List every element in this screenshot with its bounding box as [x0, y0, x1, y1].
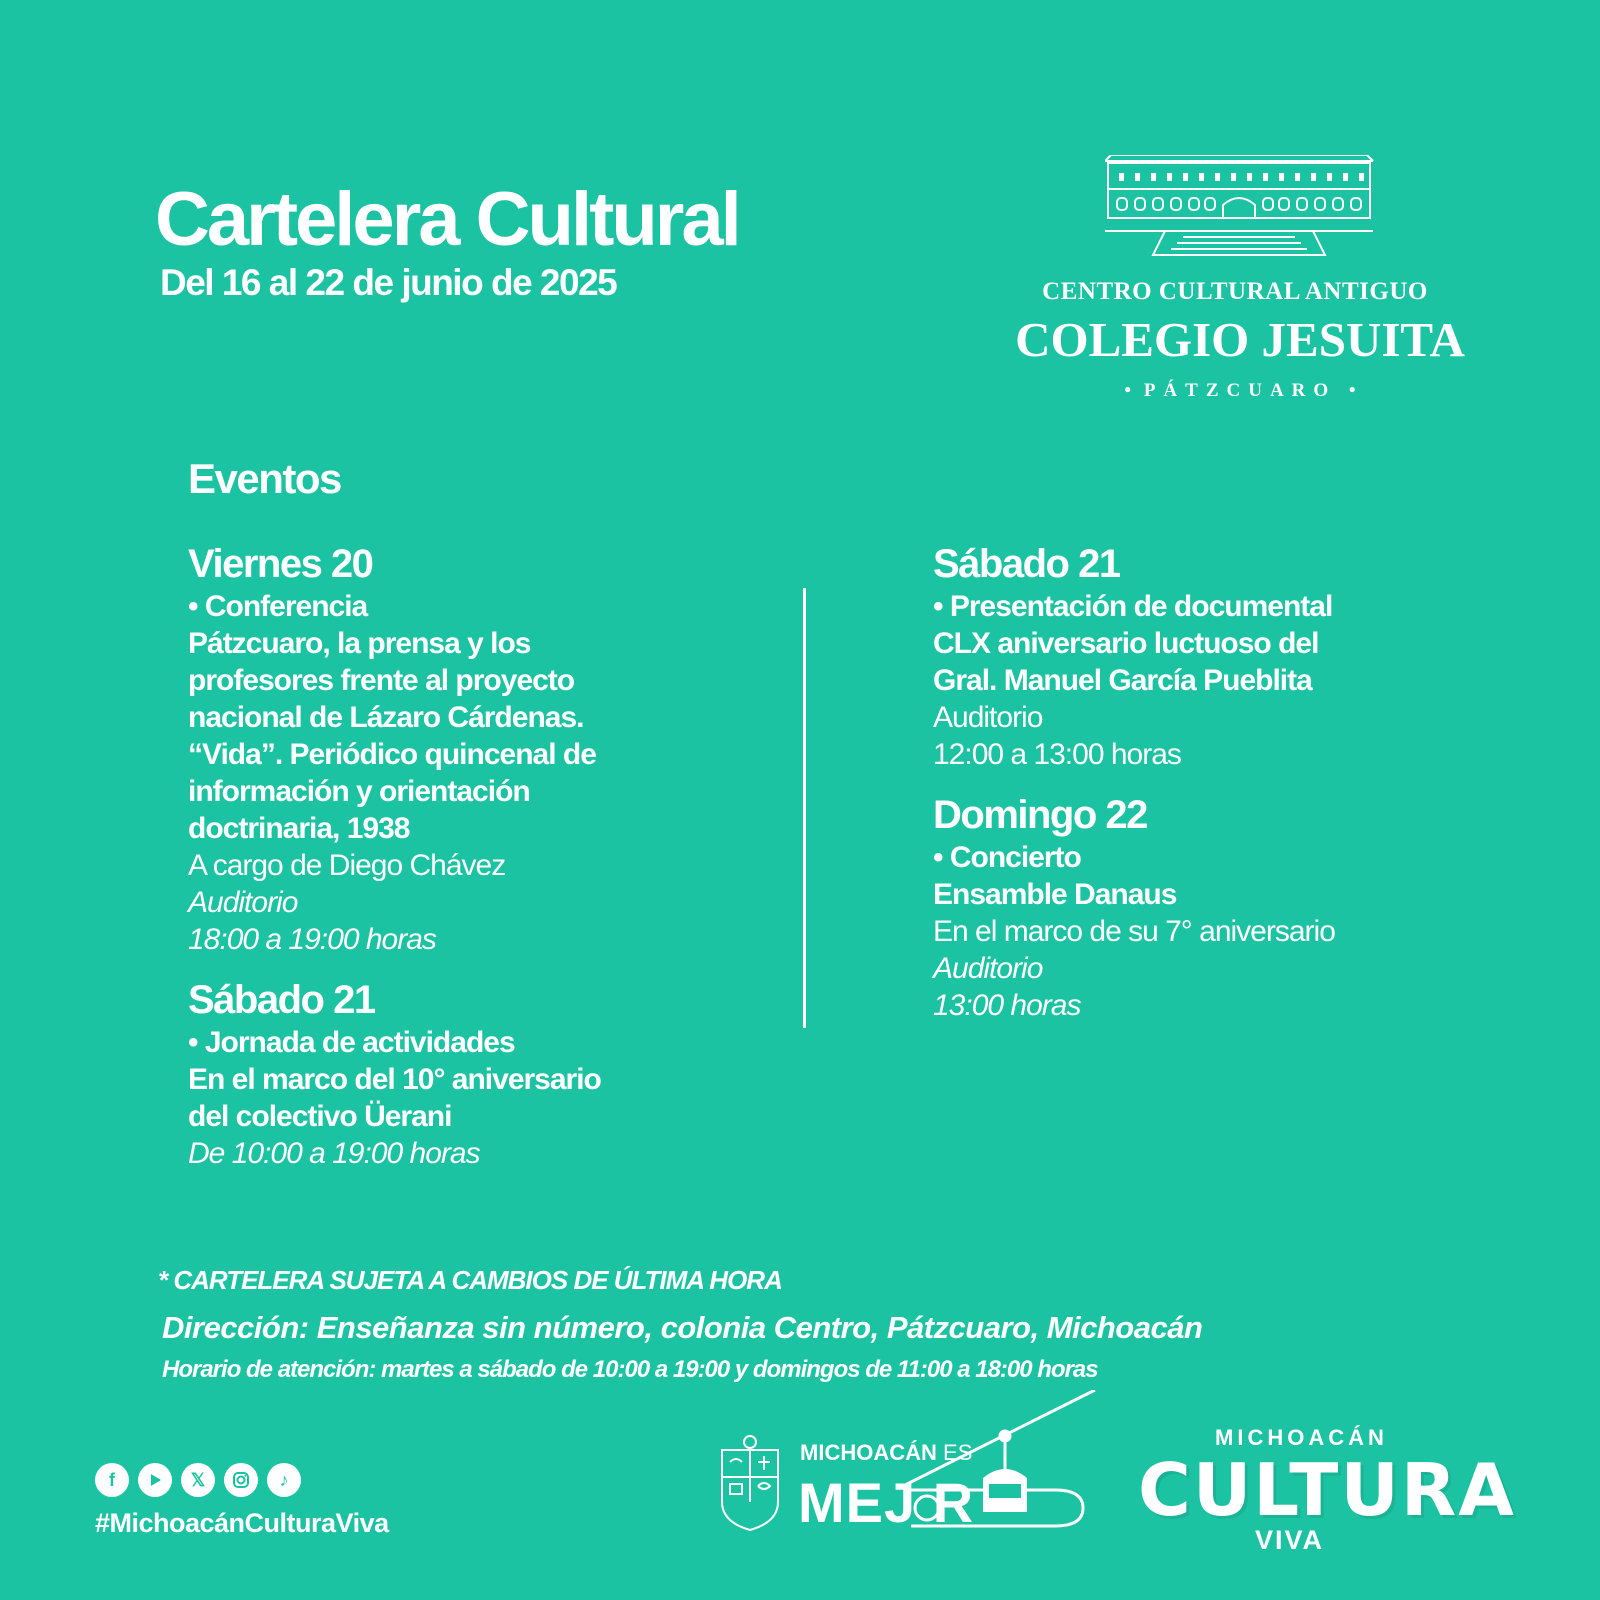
- hashtag: #MichoacánCulturaViva: [95, 1508, 389, 1538]
- event-time: De 10:00 a 19:00 horas: [188, 1137, 480, 1170]
- event-venue: Auditorio: [188, 886, 298, 919]
- event-speaker: A cargo de Diego Chávez: [188, 849, 506, 882]
- event-friday-conference: [188, 540, 748, 958]
- event-title-line: Pátzcuaro, la prensa y los: [188, 627, 531, 660]
- venue-logo-city: • PÁTZCUARO •: [1124, 380, 1356, 401]
- event-type: • Concierto: [933, 841, 1081, 874]
- tiktok-icon[interactable]: ♪: [267, 1463, 301, 1497]
- opening-hours: Horario de atención: martes a sábado de 10:00 a 19:00 y domingos de 11:00 a 18:00 horas: [162, 1356, 1098, 1383]
- event-description: En el marco de su 7° aniversario: [933, 915, 1335, 948]
- event-title-line: información y orientación: [188, 775, 530, 808]
- brand-cultura-wordmark: CULTURA: [1138, 1448, 1517, 1532]
- event-time: 13:00 horas: [933, 989, 1081, 1022]
- address: Dirección: Enseñanza sin número, colonia Centro, Pátzcuaro, Michoacán: [162, 1310, 1203, 1345]
- event-title-line: Ensamble Danaus: [933, 878, 1177, 911]
- cable-car-icon: [905, 1390, 1105, 1535]
- event-saturday-activities: [188, 976, 748, 1172]
- event-venue: Auditorio: [933, 952, 1043, 985]
- building-icon: [1105, 155, 1385, 270]
- event-title-line: CLX aniversario luctuoso del: [933, 627, 1319, 660]
- event-time: 12:00 a 13:00 horas: [933, 738, 1181, 771]
- column-divider: [803, 588, 806, 1028]
- event-type: • Conferencia: [188, 590, 368, 623]
- event-sunday-concert: [933, 791, 1493, 1024]
- brand-cultura-top: MICHOACÁN: [1215, 1425, 1388, 1450]
- date-range: Del 16 al 22 de junio de 2025: [160, 262, 617, 303]
- events-left-column: [188, 540, 748, 1190]
- schedule-change-note: * CARTELERA SUJETA A CAMBIOS DE ÚLTIMA HORA: [158, 1265, 782, 1295]
- event-title-line: del colectivo Üerani: [188, 1100, 452, 1133]
- page-title: Cartelera Cultural: [155, 177, 739, 262]
- brand-mejor-wordmark: MEJ R: [798, 1471, 975, 1534]
- section-title: Eventos: [188, 455, 341, 502]
- event-time: 18:00 a 19:00 horas: [188, 923, 436, 956]
- event-title-line: doctrinaria, 1938: [188, 812, 410, 845]
- event-day: Domingo 22: [933, 793, 1147, 837]
- event-type: • Presentación de documental: [933, 590, 1333, 623]
- event-title-line: En el marco del 10° aniversario: [188, 1063, 601, 1096]
- event-title-line: profesores frente al proyecto: [188, 664, 575, 697]
- events-right-column: [933, 540, 1493, 1042]
- event-day: Viernes 20: [188, 542, 373, 586]
- youtube-icon[interactable]: [138, 1463, 172, 1497]
- instagram-icon[interactable]: [224, 1463, 258, 1497]
- brand-mejor-small: MICHOACÁN ES: [800, 1440, 973, 1465]
- event-title-line: Gral. Manuel García Pueblita: [933, 664, 1312, 697]
- event-day: Sábado 21: [188, 978, 375, 1022]
- state-crest-icon: [718, 1432, 782, 1537]
- event-title-line: nacional de Lázaro Cárdenas.: [188, 701, 584, 734]
- event-title-line: “Vida”. Periódico quincenal de: [188, 738, 596, 771]
- event-saturday-documentary: [933, 540, 1493, 773]
- social-icons: [95, 1463, 301, 1497]
- venue-logo-line1: CENTRO CULTURAL ANTIGUO: [1042, 278, 1428, 305]
- event-venue: Auditorio: [933, 701, 1043, 734]
- event-type: • Jornada de actividades: [188, 1026, 515, 1059]
- facebook-icon[interactable]: f: [95, 1463, 129, 1497]
- brand-cultura-bottom: VIVA: [1255, 1525, 1325, 1555]
- x-icon[interactable]: 𝕏: [181, 1463, 215, 1497]
- venue-logo-name: COLEGIO JESUITA: [1015, 312, 1465, 367]
- event-day: Sábado 21: [933, 542, 1120, 586]
